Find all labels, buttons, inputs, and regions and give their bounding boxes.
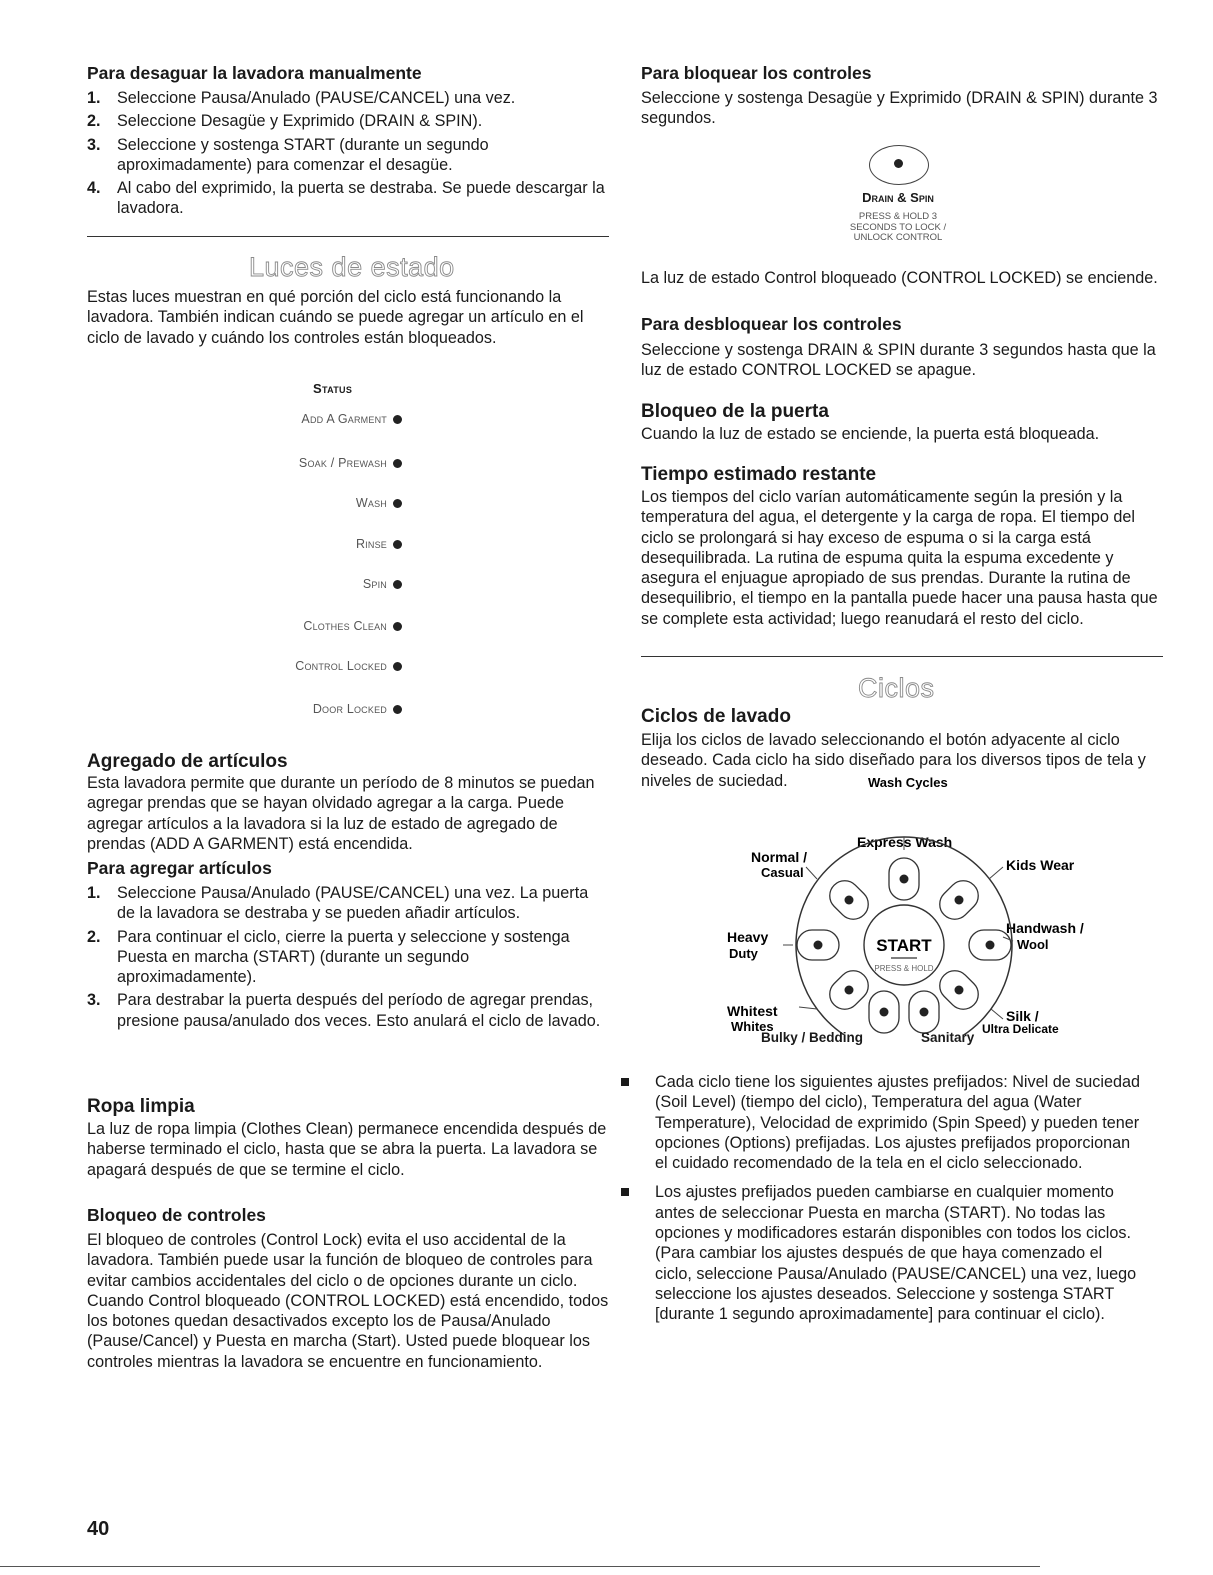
normal-casual-label-2: Casual: [761, 865, 804, 880]
list-item: Cada ciclo tiene los siguientes ajustes prefijados: Nivel de suciedad (Soil Level) (tiempo del ciclo), Temperatura del agua (Water Temperature), Velocidad de exprimido (Spin Speed) y pueden tener opciones (Options) prefijadas. Los ajustes prefijados proporcionan el cuidado recomendado de la tela en el ciclo seleccionado.: [621, 1072, 1143, 1173]
cycles-subheading: Ciclos de lavado: [641, 706, 791, 727]
list-item: 3. Seleccione y sostenga START (durante un segundo aproximadamente) para comenzar el desagüe.: [87, 135, 489, 174]
block-heading: Para bloquear los controles: [641, 63, 872, 83]
sanitary-label: Sanitary: [921, 1030, 975, 1045]
cycle-button-whitest[interactable]: [824, 965, 875, 1016]
cycle-button-kids[interactable]: [934, 875, 985, 926]
status-dot-icon: [393, 499, 402, 508]
status-dot-icon: [393, 705, 402, 714]
start-sublabel: PRESS & HOLD: [874, 964, 934, 973]
cycle-button-heavy[interactable]: [797, 930, 839, 960]
status-dot-icon: [393, 580, 402, 589]
drain-heading: Para desaguar la lavadora manualmente: [87, 63, 422, 83]
cycle-button-handwash[interactable]: [969, 930, 1011, 960]
cycle-button-silk[interactable]: [934, 965, 985, 1016]
list-item: 1. Seleccione Pausa/Anulado (PAUSE/CANCEL) una vez.: [87, 89, 516, 107]
handwash-label-1: Handwash /: [1006, 920, 1084, 936]
status-light-soak: Soak / Prewash: [299, 456, 402, 470]
block-text: Seleccione y sostenga Desagüe y Exprimido (DRAIN & SPIN) durante 3 segundos.: [641, 89, 1158, 128]
drain-spin-button[interactable]: [869, 145, 929, 185]
cycle-button-normal[interactable]: [824, 875, 875, 926]
status-light-wash: Wash: [356, 496, 402, 510]
status-panel-title: Status: [313, 381, 353, 396]
time-heading: Tiempo estimado restante: [641, 464, 877, 485]
time-text: Los tiempos del ciclo varían automáticamente según la presión y la temperatura del agua, el detergente y la carga de ropa. El tiempo del ciclo se prolongará si hay exceso de espuma o si la carga está desequilibrada. La rutina de espuma quita la espuma excedente y asegura el enjuague apropiado de sus prendas. Durante la rutina de desequilibrio, el tiempo en la pantalla puede hacer una pausa hasta que se complete esta actividad; luego reanudará el resto del ciclo.: [641, 488, 1158, 628]
status-light-clothes-clean: Clothes Clean: [303, 619, 402, 633]
start-label: START: [876, 936, 932, 955]
drain-steps: [87, 88, 609, 222]
status-dot-icon: [393, 622, 402, 631]
express-wash-label: Express Wash: [857, 834, 953, 850]
status-intro: Estas luces muestran en qué porción del ciclo está funcionando la lavadora. También indican cuándo se puede agregar un artículo en el ciclo de lavado y cuándo los controles están bloqueados.: [87, 288, 584, 347]
clean-text: La luz de ropa limpia (Clothes Clean) permanece encendida después de haberse terminado el ciclo, hasta que se abra la puerta. La lavadora se apagará después de que se termine el ciclo.: [87, 1120, 607, 1179]
status-light-add-garment: Add A Garment: [301, 412, 402, 426]
wash-cycles-dial: [721, 775, 1161, 1035]
page-number: 40: [87, 1518, 110, 1540]
heavy-duty-label-1: Heavy: [727, 929, 769, 945]
whitest-label-1: Whitest: [727, 1003, 778, 1019]
silk-label-1: Silk /: [1006, 1008, 1039, 1024]
list-item: 2. Seleccione Desagüe y Exprimido (DRAIN & SPIN).: [87, 112, 483, 131]
handwash-label-2: Wool: [1017, 937, 1049, 952]
drain-spin-label: Drain & Spin: [862, 190, 934, 205]
normal-casual-label-1: Normal /: [751, 849, 808, 865]
add-heading: Agregado de artículos: [87, 751, 288, 772]
status-light-control-locked: Control Locked: [295, 659, 402, 673]
cycle-button-express[interactable]: [889, 858, 919, 900]
status-dot-icon: [393, 540, 402, 549]
bottom-rule: [0, 1566, 1040, 1567]
status-light-rinse: Rinse: [356, 537, 402, 551]
section-divider: [87, 236, 609, 237]
list-item: Los ajustes prefijados pueden cambiarse en cualquier momento antes de seleccionar Puesta en marcha (START). No todas las opciones y modificadores estarán disponibles con todos los ciclos. (Para cambiar los ajustes después de que haya comenzado el ciclo, seleccione Pausa/Anulado (PAUSE/CANCEL) una vez, luego seleccione los ajustes deseados. Seleccione y sostenga START [durante 1 segundo aproximadamente] para continuar el ciclo).: [621, 1182, 1143, 1324]
unblock-heading: Para desbloquear los controles: [641, 314, 902, 334]
unblock-text: Seleccione y sostenga DRAIN & SPIN durante 3 segundos hasta que la luz de estado CONTROL LOCKED se apague.: [641, 341, 1156, 380]
list-item: 4. Al cabo del exprimido, la puerta se destraba. Se puede descargar la lavadora.: [87, 179, 605, 218]
list-item: 1. Seleccione Pausa/Anulado (PAUSE/CANCEL) una vez. La puerta de la lavadora se destraba y se pueden añadir artículos.: [87, 884, 589, 923]
status-section-title: Luces de estado: [249, 252, 455, 282]
add-text: Esta lavadora permite que durante un período de 8 minutos se puedan agregar prendas que se hayan olvidado agregar a la carga. Puede agregar artículos a la lavadora si la luz de estado de agregado de prendas (ADD A GARMENT) está encendida.: [87, 774, 595, 853]
list-item: 3. Para destrabar la puerta después del período de agregar prendas, presione pausa/anulado dos veces. Esto anulará el ciclo de lavado.: [87, 991, 601, 1030]
lock-text: El bloqueo de controles (Control Lock) evita el uso accidental de la lavadora. También puede usar la función de bloqueo de controles para evitar cambios accidentales del ciclo o de opciones durante un ciclo. Cuando Control bloqueado (CONTROL LOCKED) está encendido, todos los botones quedan desactivados excepto los de Pausa/Anulado (Pause/Cancel) y Puesta en marcha (Start). Usted puede bloquear los controles mientras la lavadora se encuentre en funcionamiento.: [87, 1231, 609, 1371]
block-after-text: La luz de estado Control bloqueado (CONTROL LOCKED) se enciende.: [641, 269, 1158, 287]
status-dot-icon: [393, 459, 402, 468]
add-steps: [87, 883, 609, 1034]
cycles-section-title: Ciclos: [858, 673, 935, 703]
bulky-bedding-label: Bulky / Bedding: [761, 1030, 864, 1045]
whitest-label-2: Whites: [731, 1019, 774, 1034]
door-heading: Bloqueo de la puerta: [641, 401, 829, 422]
cycle-button-sanitary[interactable]: [909, 991, 939, 1033]
cycles-text: Elija los ciclos de lavado seleccionando el botón adyacente al ciclo deseado. Cada ciclo ha sido diseñado para los diversos tipos de tela y niveles de suciedad.: [641, 731, 1146, 790]
door-text: Cuando la luz de estado se enciende, la puerta está bloqueada.: [641, 425, 1100, 443]
status-dot-icon: [393, 415, 402, 424]
section-divider: [641, 656, 1163, 657]
cycles-bullets: [621, 1072, 1143, 1334]
lock-heading: Bloqueo de controles: [87, 1205, 266, 1225]
status-light-door-locked: Door Locked: [313, 702, 402, 716]
button-dot-icon: [894, 159, 903, 168]
heavy-duty-label-2: Duty: [729, 946, 758, 961]
status-dot-icon: [393, 662, 402, 671]
cycle-button-bulky[interactable]: [869, 991, 899, 1033]
clean-heading: Ropa limpia: [87, 1096, 195, 1117]
silk-label-2: Ultra Delicate: [982, 1022, 1059, 1035]
wash-cycles-title: Wash Cycles: [868, 775, 948, 790]
drain-spin-sublabel: PRESS & HOLD 3 SECONDS TO LOCK / UNLOCK CONTROL: [849, 211, 947, 243]
list-item: 2. Para continuar el ciclo, cierre la puerta y seleccione y sostenga Puesta en marcha (START) (durante un segundo aproximadamente).: [87, 927, 570, 987]
status-light-spin: Spin: [363, 577, 402, 591]
kids-wear-label: Kids Wear: [1006, 857, 1075, 873]
add-subheading: Para agregar artículos: [87, 858, 272, 878]
